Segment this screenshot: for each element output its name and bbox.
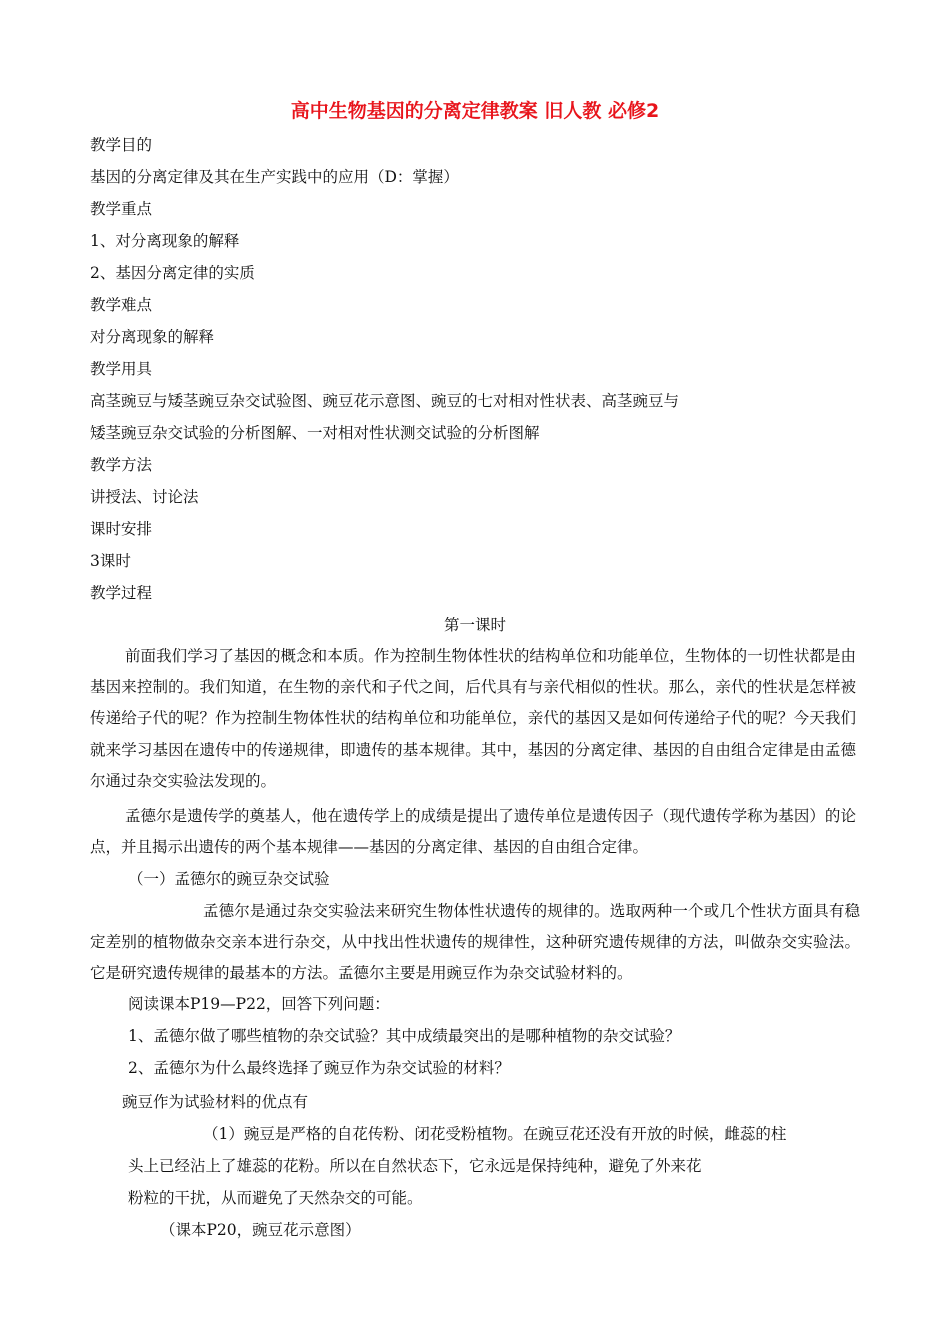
reading-instruction: 阅读课本P19—P22，回答下列问题： bbox=[128, 995, 390, 1013]
aim-heading: 教学目的 bbox=[90, 136, 153, 154]
method-heading: 教学方法 bbox=[90, 456, 153, 474]
schedule-text: 3课时 bbox=[90, 552, 131, 570]
method-text: 讲授法、讨论法 bbox=[90, 488, 199, 506]
tools-line-2: 矮茎豌豆杂交试验的分析图解、一对相对性状测交试验的分析图解 bbox=[90, 424, 540, 442]
lesson-paragraph-1: 前面我们学习了基因的概念和本质。作为控制生物体性状的结构单位和功能单位，生物体的一切性状都是由基因来控制的。我们知道，在生物的亲代和子代之间，后代具有与亲代相似的性状。那么，亲代的性状是怎样被传递给子代的呢？作为控制生物体性状的结构单位和功能单位，亲代的基因又是如何传递给子代的呢？今天我们就来学习基因在遗传中的传递规律，即遗传的基本规律。其中，基因的分离定律、基因的自由组合定律是由孟德尔通过杂交实验法发现的。 bbox=[90, 647, 856, 790]
advantages-heading: 豌豆作为试验材料的优点有 bbox=[122, 1093, 309, 1111]
point-1-line-3: 粉粒的干扰，从而避免了天然杂交的可能。 bbox=[128, 1189, 423, 1207]
lesson-paragraph-3: 孟德尔是通过杂交实验法来研究生物体性状遗传的规律的。选取两种一个或几个性状方面具有稳定差别的植物做杂交亲本进行杂交，从中找出性状遗传的规律性，这种研究遗传规律的方法，叫做杂交实验法。它是研究遗传规律的最基本的方法。孟德尔主要是用豌豆作为杂交试验材料的。 bbox=[90, 902, 860, 983]
key-point-2: 2、基因分离定律的实质 bbox=[90, 264, 255, 282]
document-title: 高中生物基因的分离定律教案 旧人教 必修2 bbox=[290, 100, 660, 122]
point-1-line-2: 头上已经沾上了雄蕊的花粉。所以在自然状态下，它永远是保持纯种，避免了外来花 bbox=[128, 1157, 702, 1175]
question-2: 2、孟德尔为什么最终选择了豌豆作为杂交试验的材料？ bbox=[128, 1059, 510, 1077]
difficulty-text: 对分离现象的解释 bbox=[90, 328, 215, 346]
tools-heading: 教学用具 bbox=[90, 360, 153, 378]
point-1-line-1: （1）豌豆是严格的自花传粉、闭花受粉植物。在豌豆花还没有开放的时候，雌蕊的柱 bbox=[203, 1125, 787, 1143]
lesson-heading: 第一课时 bbox=[443, 616, 506, 634]
aim-text: 基因的分离定律及其在生产实践中的应用（D：掌握） bbox=[90, 168, 459, 186]
difficulty-heading: 教学难点 bbox=[90, 296, 153, 314]
question-1: 1、孟德尔做了哪些植物的杂交试验？其中成绩最突出的是哪种植物的杂交试验？ bbox=[128, 1027, 681, 1045]
lesson-paragraph-2: 孟德尔是遗传学的奠基人，他在遗传学上的成绩是提出了遗传单位是遗传因子（现代遗传学称为基因）的论点，并且揭示出遗传的两个基本规律——基因的分离定律、基因的自由组合定律。 bbox=[90, 807, 856, 857]
process-heading: 教学过程 bbox=[90, 584, 153, 602]
subheading-pea-experiment: （一）孟德尔的豌豆杂交试验 bbox=[128, 870, 330, 888]
tools-line-1: 高茎豌豆与矮茎豌豆杂交试验图、豌豆花示意图、豌豆的七对相对性状表、高茎豌豆与 bbox=[90, 392, 680, 410]
key-heading: 教学重点 bbox=[90, 200, 153, 218]
figure-reference: （课本P20，豌豆花示意图） bbox=[160, 1221, 361, 1239]
key-point-1: 1、对分离现象的解释 bbox=[90, 232, 240, 250]
schedule-heading: 课时安排 bbox=[90, 520, 153, 538]
